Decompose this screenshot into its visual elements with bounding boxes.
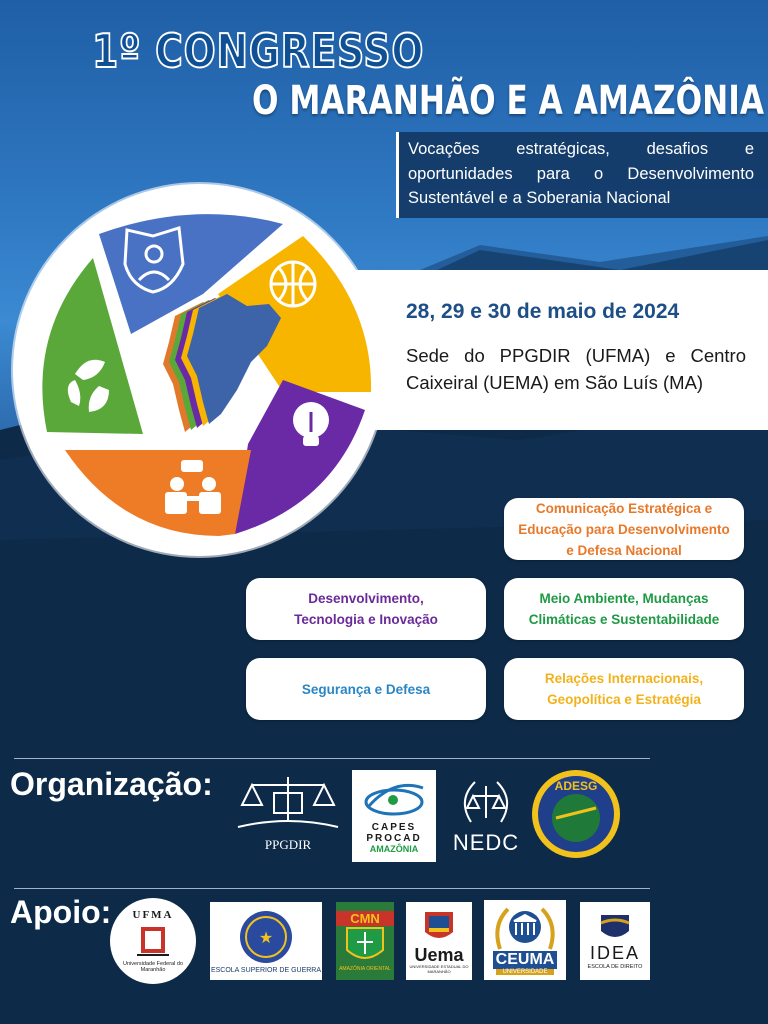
event-date: 28, 29 e 30 de maio de 2024: [406, 300, 680, 323]
event-venue: Sede do PPGDIR (UFMA) e Centro Caixeiral (UEMA) em São Luís (MA): [406, 345, 746, 393]
esg-emblem-icon: [236, 909, 296, 965]
esg-logo: ★ ESCOLA SUPERIOR DE GUERRA: [210, 902, 322, 980]
ppgdir-logo: PPGDIR: [232, 770, 344, 854]
svg-text:ADESG: ADESG: [554, 779, 598, 793]
adesg-emblem-icon: [530, 768, 622, 860]
nedc-scales-icon: [451, 774, 521, 830]
organizacao-label: Organização:: [10, 766, 213, 802]
theme-meio-ambiente: Meio Ambiente, Mudanças Climáticas e Sustentabilidade: [504, 578, 744, 640]
adesg-logo: [530, 768, 622, 860]
ceuma-logo: CEUMA UNIVERSIDADE: [484, 900, 566, 980]
divider-apoio: [14, 888, 650, 889]
divider-organizacao: [14, 758, 650, 759]
idea-shield-icon: [595, 913, 635, 943]
theme-desenvolvimento: Desenvolvimento, Tecnologia e Inovação: [246, 578, 486, 640]
scales-of-justice-icon: [232, 771, 344, 835]
congress-main-title: O MARANHÃO E A AMAZÔNIA: [252, 78, 765, 124]
ceuma-laurel-icon: [492, 905, 558, 951]
congress-subtitle: Vocações estratégicas, desafios e oportunidades para o Desenvolvimento Sustentável e a Soberania Nacional: [408, 140, 754, 207]
segment-technology: [235, 380, 365, 534]
theme-comunicacao: Comunicação Estratégica e Educação para Desenvolvimento e Defesa Nacional: [504, 498, 744, 560]
cmn-logo: CMN AMAZÔNIA ORIENTAL: [336, 902, 394, 980]
ufma-crest-icon: [133, 921, 173, 961]
congress-number-title: 1º CONGRESSO: [92, 24, 425, 78]
capes-procad-logo: CAPES PROCAD AMAZÔNIA: [352, 770, 436, 862]
theme-seguranca: Segurança e Defesa: [246, 658, 486, 720]
capes-orbit-icon: [359, 778, 429, 822]
theme-relacoes: Relações Internacionais, Geopolítica e Estratégia: [504, 658, 744, 720]
nedc-logo: NEDC: [448, 770, 524, 860]
uema-crest-icon: [419, 908, 459, 946]
idea-logo: IDEA ESCOLA DE DIREITO: [580, 902, 650, 980]
maranhao-map-icon: [163, 294, 281, 432]
theme-wheel: [13, 184, 385, 556]
ufma-logo: UFMA Universidade Federal do Maranhão: [110, 898, 196, 984]
uema-logo: Uema UNIVERSIDADE ESTADUAL DO MARANHÃO: [406, 902, 472, 980]
globe-network-icon: [271, 262, 315, 306]
apoio-label: Apoio:: [10, 894, 112, 930]
segment-communication: [65, 450, 251, 536]
cmn-shield-icon: [343, 926, 387, 966]
svg-text:★: ★: [258, 929, 274, 947]
